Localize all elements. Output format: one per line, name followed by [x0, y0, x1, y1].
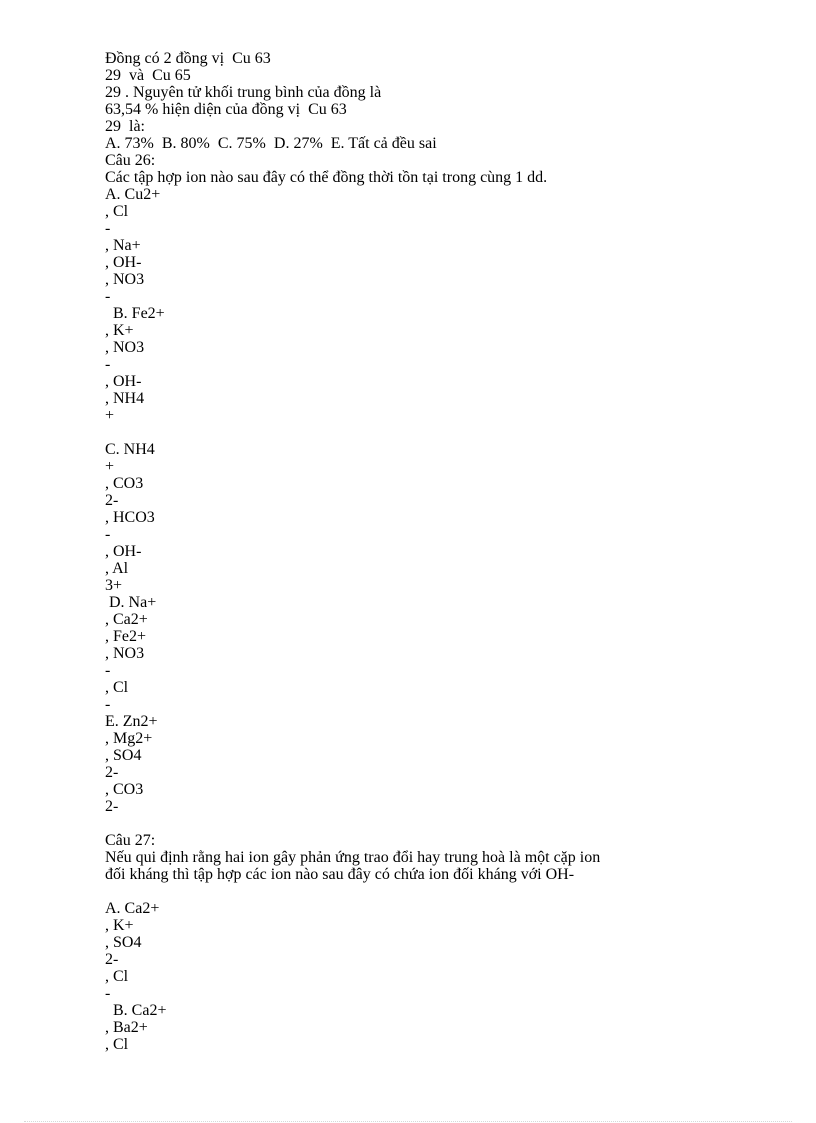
- document-line: , K+: [105, 322, 134, 339]
- document-line: , Cl: [105, 968, 129, 985]
- document-line: 2-: [105, 764, 119, 781]
- document-line: , Al: [105, 560, 129, 577]
- document-line: -: [105, 985, 111, 1002]
- document-line: -: [105, 662, 111, 679]
- document-line: , NO3: [105, 339, 145, 356]
- document-line: [105, 424, 725, 441]
- document-line: , OH-: [105, 373, 142, 390]
- document-line: , Mg2+: [105, 730, 153, 747]
- document-line: , Ca2+: [105, 611, 148, 628]
- document-line: 3+: [105, 577, 123, 594]
- document-line: 63,54 % hiện diện của đồng vị Cu 63: [105, 101, 347, 118]
- document-line: , Ba2+: [105, 1019, 148, 1036]
- document-line: , OH-: [105, 254, 142, 271]
- document-line: Câu 26:: [105, 152, 156, 169]
- document-line: E. Zn2+: [105, 713, 158, 730]
- document-line: A. Cu2+: [105, 186, 161, 203]
- document-line: , Cl: [105, 1036, 129, 1053]
- document-line: -: [105, 288, 111, 305]
- document-line: , CO3: [105, 475, 144, 492]
- document-line: [105, 883, 725, 900]
- document-line: -: [105, 220, 111, 237]
- document-line: Nếu qui định rằng hai ion gây phản ứng trao đổi hay trung hoà là một cặp ion: [105, 849, 601, 866]
- document-line: Các tập hợp ion nào sau đây có thể đồng thời tồn tại trong cùng 1 dd.: [105, 169, 548, 186]
- document-line: đối kháng thì tập hợp các ion nào sau đây có chứa ion đối kháng với OH-: [105, 866, 575, 883]
- document-line: , NH4: [105, 390, 145, 407]
- document-line: B. Ca2+: [105, 1002, 167, 1019]
- document-line: +: [105, 407, 115, 424]
- document-line: , Cl: [105, 203, 129, 220]
- document-line: , SO4: [105, 934, 142, 951]
- page-bottom-divider: [24, 1121, 792, 1122]
- document-line: , CO3: [105, 781, 144, 798]
- document-line: , Cl: [105, 679, 129, 696]
- document-line: -: [105, 696, 111, 713]
- document-line: D. Na+: [105, 594, 157, 611]
- document-line: Đồng có 2 đồng vị Cu 63: [105, 50, 271, 67]
- document-line: 2-: [105, 798, 119, 815]
- document-line: -: [105, 526, 111, 543]
- document-line: , NO3: [105, 645, 145, 662]
- document-line: , HCO3: [105, 509, 155, 526]
- document-line: 29 . Nguyên tử khối trung bình của đồng là: [105, 84, 382, 101]
- document-line: A. Ca2+: [105, 900, 160, 917]
- document-line: , NO3: [105, 271, 145, 288]
- document-line: 29 là:: [105, 118, 145, 135]
- document-line: A. 73% B. 80% C. 75% D. 27% E. Tất cả đều sai: [105, 135, 437, 152]
- document-line: [105, 815, 725, 832]
- document-line: 29 và Cu 65: [105, 67, 191, 84]
- document-line: , OH-: [105, 543, 142, 560]
- document-line: -: [105, 356, 111, 373]
- document-line: , K+: [105, 917, 134, 934]
- document-page: [105, 50, 725, 1053]
- document-line: , SO4: [105, 747, 142, 764]
- document-line: B. Fe2+: [105, 305, 165, 322]
- document-line: , Fe2+: [105, 628, 147, 645]
- document-line: , Na+: [105, 237, 141, 254]
- document-line: 2-: [105, 492, 119, 509]
- document-line: +: [105, 458, 115, 475]
- document-line: Câu 27:: [105, 832, 156, 849]
- document-line: C. NH4: [105, 441, 155, 458]
- document-line: 2-: [105, 951, 119, 968]
